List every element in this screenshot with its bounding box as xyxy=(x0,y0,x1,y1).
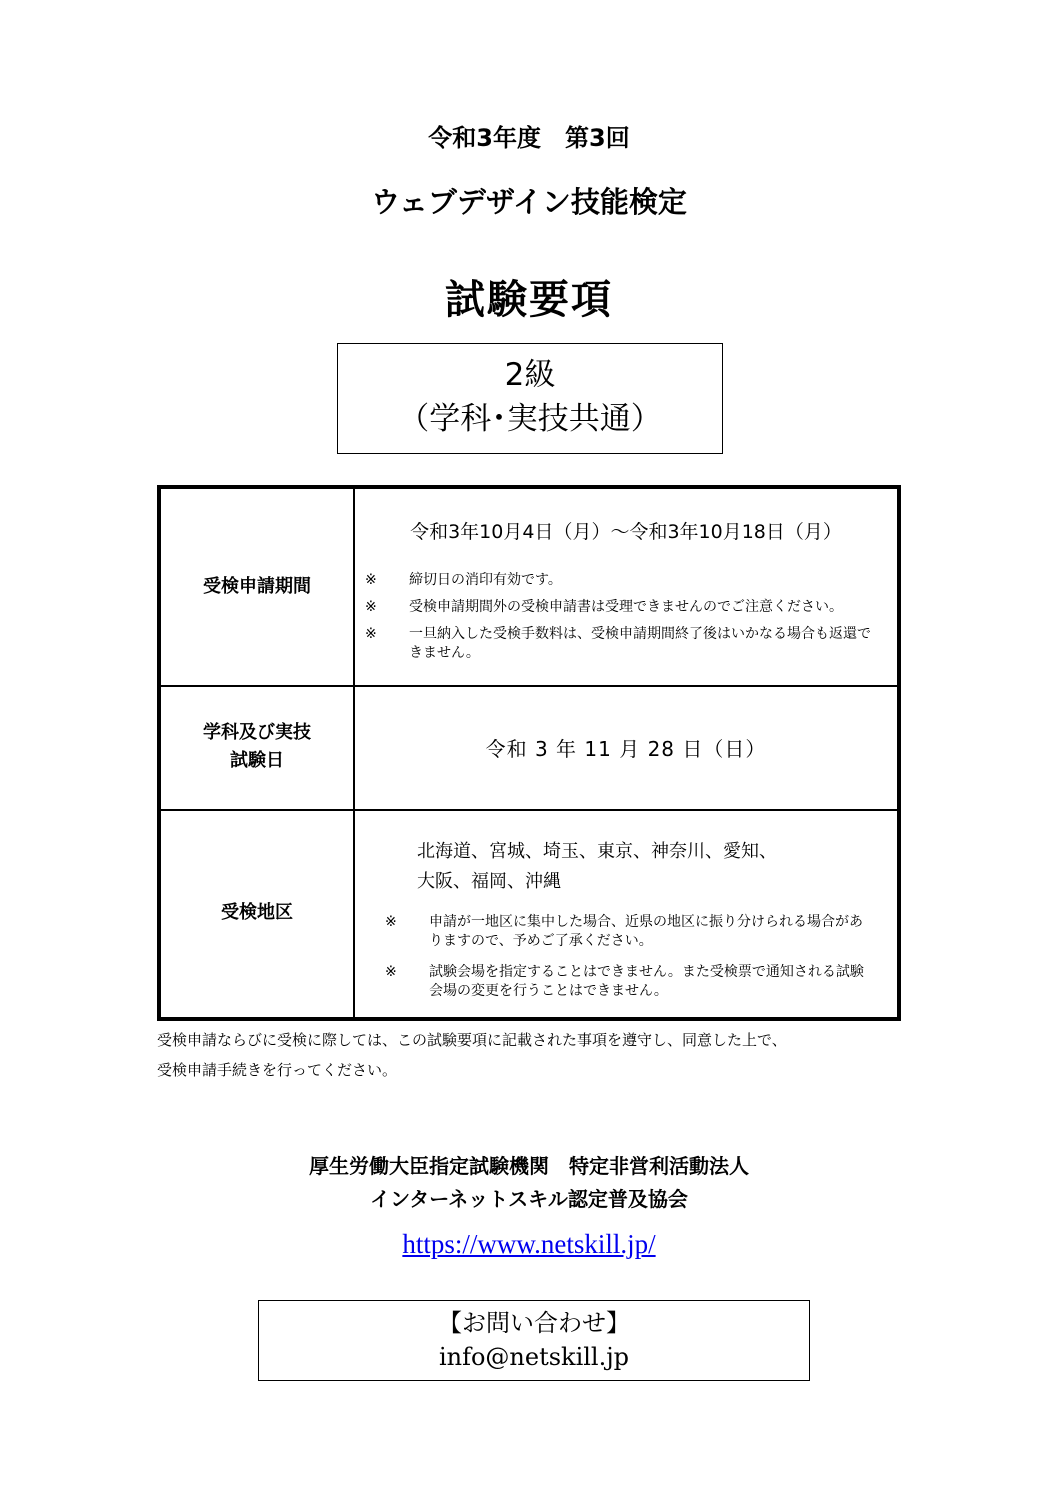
exam-day-label-line1: 学科及び実技 xyxy=(203,722,311,743)
header-title: ウェブデザイン技能検定 xyxy=(371,185,687,219)
page-title: 試験要項 xyxy=(445,277,613,323)
note-text: 受検申請期間外の受検申請書は受理できませんのでご注意ください。 xyxy=(409,599,843,615)
areas-note xyxy=(385,913,875,951)
areas-note xyxy=(385,963,875,1001)
grade-box xyxy=(337,343,723,454)
areas-label: 受検地区 xyxy=(161,809,355,1017)
areas-content xyxy=(355,809,897,1017)
consent-text xyxy=(157,1025,907,1085)
contact-email: info@netskill.jp xyxy=(438,1343,630,1371)
exam-day-label-line2: 試験日 xyxy=(230,750,284,771)
website-link[interactable]: https://www.netskill.jp/ xyxy=(402,1229,656,1259)
note-text: 締切日の消印有効です。 xyxy=(409,572,562,588)
header-subtitle: 令和3年度 第3回 xyxy=(428,124,630,152)
note-text: 申請が一地区に集中した場合、近県の地区に振り分けられる場合がありますので、予めご了承ください。 xyxy=(429,914,863,949)
period-row xyxy=(161,489,897,687)
period-note xyxy=(365,625,890,663)
note-mark: ※ xyxy=(385,914,397,930)
info-table xyxy=(157,485,901,1021)
period-note xyxy=(365,598,890,617)
period-date: 令和3年10月4日（月）～令和3年10月18日（月） xyxy=(410,521,842,543)
areas-row xyxy=(161,809,897,1017)
period-notes xyxy=(365,571,890,671)
contact-heading: 【お問い合わせ】 xyxy=(438,1309,630,1337)
exam-date: 令和 3 年 11 月 28 日（日） xyxy=(485,737,767,761)
areas-notes xyxy=(385,913,875,1009)
exam-day-label xyxy=(161,685,355,809)
consent-line1: 受検申請ならびに受検に際しては、この試験要項に記載された事項を遵守し、同意した上で、 xyxy=(157,1031,787,1049)
organization-line1: 厚生労働大臣指定試験機関 特定非営利活動法人 xyxy=(309,1154,749,1178)
period-content xyxy=(355,489,897,685)
period-note xyxy=(365,571,890,590)
note-mark: ※ xyxy=(385,964,397,980)
areas-line1: 北海道、宮城、埼玉、東京、神奈川、愛知、 xyxy=(417,841,777,862)
note-mark: ※ xyxy=(365,572,377,588)
areas-list xyxy=(417,837,777,897)
note-text: 試験会場を指定することはできません。また受検票で通知される試験会場の変更を行うことはできません。 xyxy=(429,964,864,999)
grade-scope: （学科･実技共通） xyxy=(398,401,662,437)
website-link-wrapper xyxy=(0,1229,1058,1260)
consent-line2: 受検申請手続きを行ってください。 xyxy=(157,1061,398,1079)
areas-line2: 大阪、福岡、沖縄 xyxy=(417,871,561,892)
exam-day-row xyxy=(161,685,897,811)
note-mark: ※ xyxy=(365,626,377,642)
exam-day-content xyxy=(355,685,897,809)
period-label: 受検申請期間 xyxy=(161,489,355,685)
contact-box xyxy=(258,1300,810,1381)
note-mark: ※ xyxy=(365,599,377,615)
organization-line2: インターネットスキル認定普及協会 xyxy=(370,1187,688,1211)
grade-label: 2級 xyxy=(504,357,556,393)
note-text: 一旦納入した受検手数料は、受検申請期間終了後はいかなる場合も返還できません。 xyxy=(409,626,871,661)
